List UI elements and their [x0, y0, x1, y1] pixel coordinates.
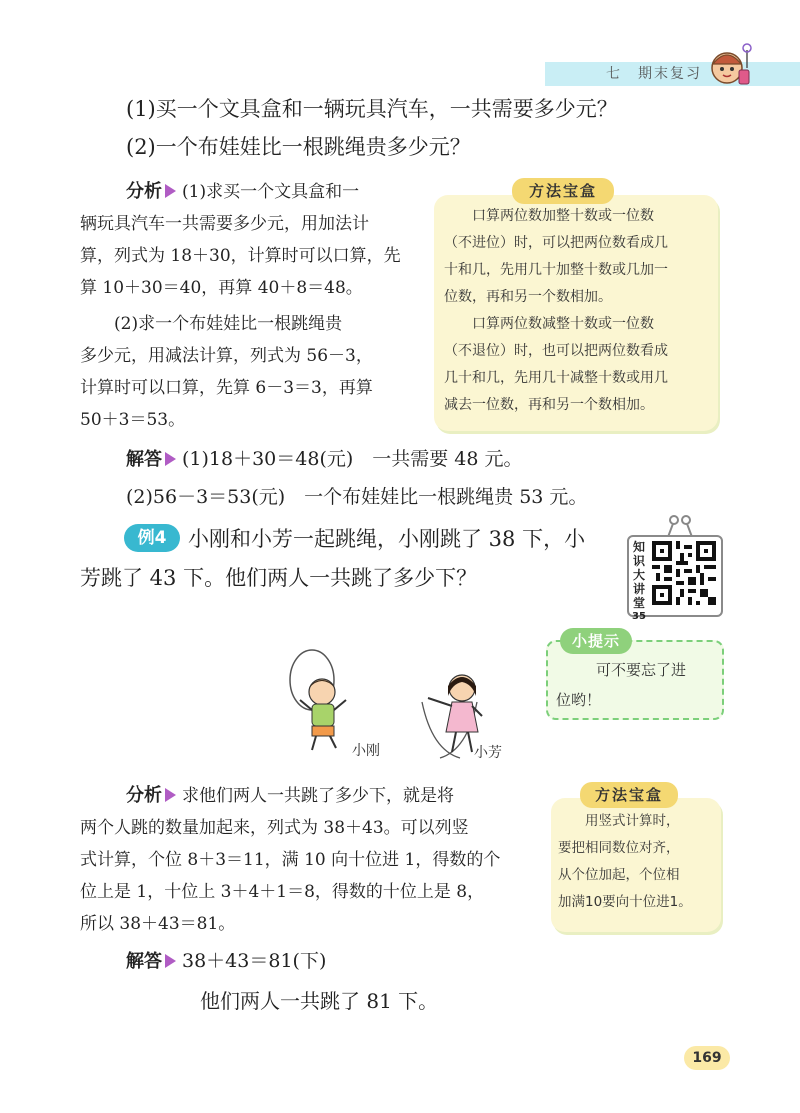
mascot-icon	[705, 40, 755, 90]
example-badge: 例4	[124, 524, 180, 552]
section-title: 七 期末复习	[606, 66, 702, 82]
answer-1-line-1: 解答 (1)18＋30＝48(元) 一共需要 48 元。	[126, 448, 523, 470]
method-box-2-text: 用竖式计算时， 要把相同数位对齐， 从个位加起，个位相 加满10要向十位进1。	[558, 813, 692, 910]
method-box-2-title: 方法宝盒	[580, 782, 678, 808]
analysis-1: 分析 (1)求买一个文具盒和一 辆玩具汽车一共需要多少元，用加法计 算，列式为 18＋30，计算时可以口算，先 算 10＋30＝40，再算 40＋8＝48。 (2)求一个布娃娃比一根跳绳贵 多少元，用减法计算，列式为 56－3， 计算时可以口算，先算 6－3＝3，再算 50＋3＝53。	[80, 181, 401, 430]
question-2: (2)一个布娃娃比一根跳绳贵多少元？	[126, 135, 471, 159]
tip-text-line-1: 可不要忘了进	[596, 661, 687, 679]
page-number: 169	[684, 1046, 730, 1070]
triangle-marker-icon	[165, 788, 176, 802]
question-1: (1)买一个文具盒和一辆玩具汽车，一共需要多少元？	[126, 97, 618, 121]
analysis-label: 分析	[126, 181, 162, 202]
triangle-marker-icon	[165, 184, 176, 198]
qr-side-label: 知 识 大 讲 堂 35	[632, 540, 646, 622]
method-box-1-title: 方法宝盒	[512, 178, 614, 204]
triangle-marker-icon	[165, 954, 176, 968]
answer-1-line-2: (2)56－3＝53(元) 一个布娃娃比一根跳绳贵 53 元。	[126, 486, 588, 508]
answer-2-line-2: 他们两人一共跳了 81 下。	[200, 989, 439, 1013]
example-4-line-2: 芳跳了 43 下。他们两人一共跳了多少下？	[80, 566, 478, 590]
boy-icon	[290, 650, 346, 750]
girl-name: 小芳	[474, 745, 502, 761]
analysis-2: 分析 求他们两人一共跳了多少下，就是将 两个人跳的数量加起来，列式为 38＋43。可以列竖 式计算，个位 8＋3＝11，满 10 向十位进 1，得数的个 位上是 1，十位上 3＋4＋1＝8，得数的十位上是 8， 所以 38＋43＝81。	[80, 785, 501, 934]
tip-title: 小提示	[560, 628, 632, 654]
triangle-marker-icon	[165, 452, 176, 466]
method-box-1-text: 口算两位数加整十数或一位数 （不进位）时，可以把两位数看成几 十和几，先用几十加整十数或几加一 位数，再和另一个数相加。 口算两位数减整十数或一位数 （不退位）时，也可以把两位数看成 几十和几，先用几十减整十数或用几 减去一位数，再和另一个数相加。	[444, 208, 668, 413]
boy-name: 小刚	[352, 743, 380, 759]
example-4-line-1: 小刚和小芳一起跳绳，小刚跳了 38 下，小	[188, 527, 586, 551]
tip-text-line-2: 位哟！	[556, 691, 602, 709]
qr-code-icon[interactable]	[652, 541, 716, 605]
answer-2-line-1: 解答 38＋43＝81(下)	[126, 950, 327, 972]
girl-icon	[422, 675, 482, 758]
analysis-label: 分析	[126, 785, 162, 806]
